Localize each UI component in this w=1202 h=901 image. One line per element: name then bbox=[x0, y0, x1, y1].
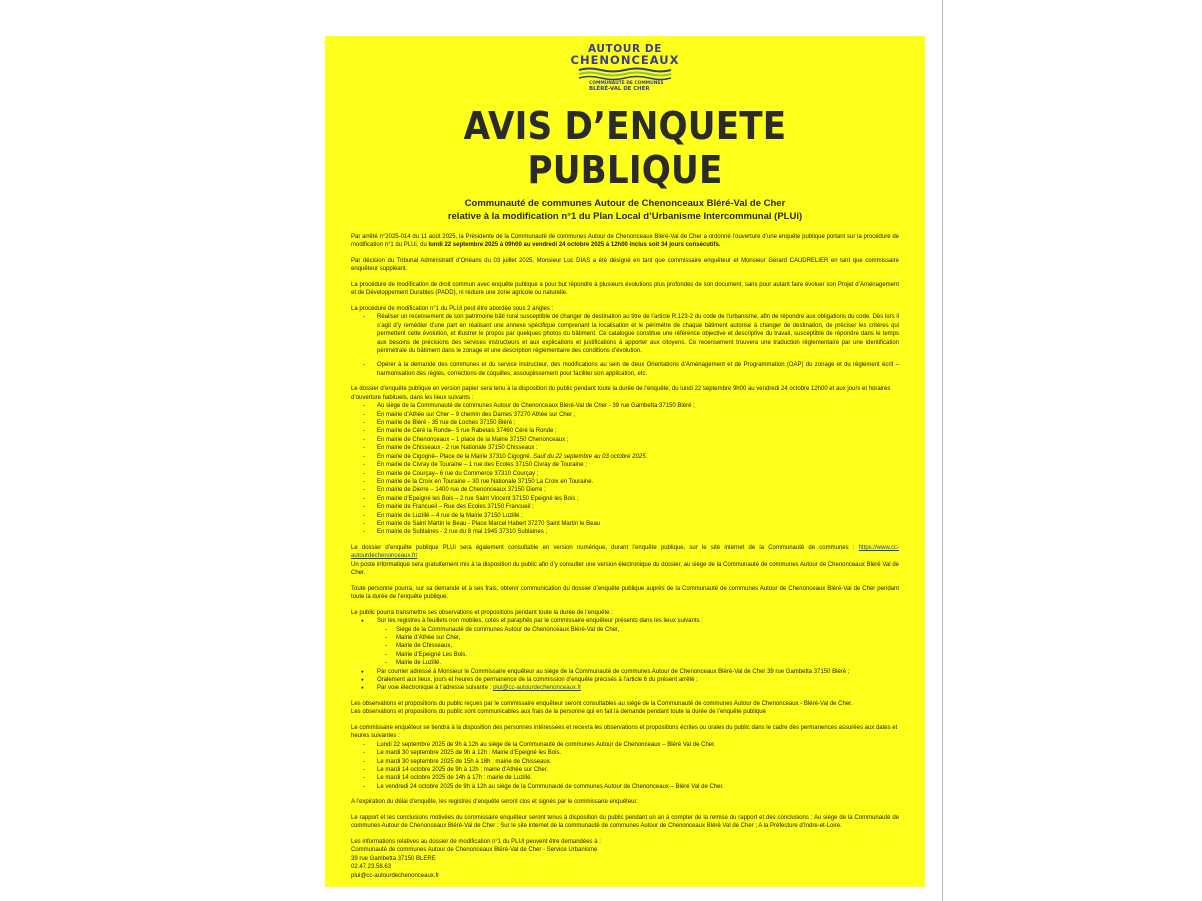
register-place-item: - Mairie d’Athée sur Cher, bbox=[351, 634, 899, 642]
logo-waves-icon bbox=[577, 67, 673, 81]
permanences-list bbox=[351, 741, 899, 791]
register-place-item: - Siège de la Communauté de communes Autour de Chenonceaux Bléré-Val de Cher, bbox=[351, 626, 899, 634]
permanence-item: - Lundi 22 septembre 2025 de 9h à 12h au siège de la Communauté de communes Autour de Chenonceaux – Bléré Val de Cher. bbox=[351, 741, 899, 749]
email-channel-text: Par voie électronique à l’adresse suivante : bbox=[377, 685, 494, 692]
location-item bbox=[351, 453, 899, 461]
location-item: - En mairie de Céré la Ronde– 5 rue Rabelais 37460 Céré la Ronde ; bbox=[351, 427, 899, 435]
arrete-text: Par arrêté n°2025-014 du 11 août 2025, la Présidente de la Communauté de communes Autour de Chenonceaux Bléré-Val de Cher a ordonné l’ouverture d’une enquête publique portant sur la procédure de modification n°1 du PLUi, du bbox=[351, 234, 899, 249]
angle-item: - Réaliser un recensement de son patrimoine bâti rural susceptible de changer de destination au titre de l’article R.123-2 du code de l’urbanisme, afin de répondre aux obligations du code. Dès lors il s’agit d’y remédier d’une part en réalisant une annexe spécifique comprenant la localisation et le périmètre de chaque bâtiment autorisé à changer de destination, de préciser les critères qui permettent cette évolution, et illustrer le propos par quelques photos du bâtiment. Ce catalogue constitue une référence objective et descriptive du travail, susceptible de répondre dans le temps aux besoins de précisions des services instructeurs et aux explications et justifications à apporter aux citoyens. Ce recensement trouvera une traduction réglementaire par une identification périmétrale du bâtiment dans le zonage et une description réglementaire des conditions d’évolution. bbox=[351, 313, 899, 355]
paragraph-arrete bbox=[351, 233, 899, 250]
page-edge-line bbox=[942, 0, 943, 901]
paragraph-expiration: A l’expiration du délai d’enquête, les registres d’enquête seront clos et signés par le commissaire enquêteur. bbox=[351, 799, 638, 806]
channel-item: ● Oralement aux lieux, jours et heures de permanence de la commission d’enquête précisés à l’article 6 du présent arrêté ; bbox=[351, 676, 899, 684]
location-item: - En mairie de la Croix en Touraine – 30 rue Nationale 37150 La Croix en Touraine. bbox=[351, 478, 899, 486]
location-cigogne: En mairie de Cigogné– Place de la Mairie 37310 Cigogné. bbox=[377, 453, 534, 460]
channel-item: ● Sur les registres à feuillets non mobiles, cotés et paraphés par le commissaire enquêteur présents dans les lieux suivants : bbox=[351, 617, 899, 625]
contact-email[interactable]: plui@cc-autourdechenonceaux.fr bbox=[351, 872, 440, 879]
paragraph-commissaire: Par décision du Tribunal Administratif d’Orléans du 03 juillet 2025, Monsieur Luc DIAS a été désigné en tant que commissaire enquêteur et Monsieur Gérard CAUDRELIER en tant que commissaire enquêteur suppléant. bbox=[351, 258, 899, 273]
notice-body bbox=[351, 233, 899, 880]
notice-subtitle bbox=[351, 198, 899, 223]
poste-informatique-text: Un poste informatique sera gratuitement mis à la disposition du public afin d’y consulter une version électronique du dossier, au siège de la Communauté de communes Autour de Chenonceaux Bléré Val de Cher. bbox=[351, 561, 899, 577]
notice-sheet bbox=[325, 36, 925, 887]
permanence-item: - Le vendredi 24 octobre 2025 de 9h à 12h au siège de la Communauté de communes Autour de Chenonceaux – Bléré Val de Cher. bbox=[351, 783, 899, 791]
website-link[interactable]: https://www.cc-autourdechenonceaux.fr/ bbox=[351, 544, 899, 560]
location-item: - En mairie de Saint Martin le Beau - Place Marcel Habert 37270 Saint Martin le Beau bbox=[351, 520, 899, 528]
observation-channels-list bbox=[351, 617, 899, 693]
notice-title: AVIS D’ENQUETE PUBLIQUE bbox=[463, 104, 787, 192]
email-link[interactable]: plui@cc-autourdechenonceaux.fr bbox=[493, 685, 582, 692]
paragraph-angles-intro: La procédure de modification n°1 du PLUi peut être abordée sous 2 angles : bbox=[351, 306, 554, 312]
location-item: - En mairie de Dierre – 1400 rue de Chenonceaux 37150 Dierre ; bbox=[351, 486, 899, 494]
paragraph-dossier-numerique bbox=[351, 544, 899, 578]
permanence-item: - Le mardi 30 septembre 2025 de 9h à 12h : Mairie d’Epeigné les Bois. bbox=[351, 749, 899, 757]
permanence-item: - Le mardi 14 octobre 2025 de 14h à 17h : mairie de Luzillé. bbox=[351, 774, 899, 782]
consultation-text-a: Les observations et propositions du public reçues par le commissaire enquêteur seront consultables au siège de la Communauté de communes Autour de Chenonceaux - Bléré-Val de Cher. bbox=[351, 701, 853, 707]
contact-phone: 02.47.23.58.63 bbox=[351, 864, 392, 871]
register-place-item: - Mairie de Chisseaux, bbox=[351, 642, 899, 650]
paragraph-procedure: La procédure de modification de droit commun avec enquête publique a pour but répondre à plusieurs évolutions plus profondes de son document, sans pour autant faire évoluer son Projet d’Aménagement et de Développement Durables (PADD), ni réduire une zone agricole ou naturelle. bbox=[351, 282, 899, 297]
contact-service: Communauté de communes Autour de Chenonceaux Bléré-Val de Cher - Service Urbanisme bbox=[351, 847, 598, 854]
logo-line-2: CHENONCEAUX bbox=[570, 53, 680, 67]
logo-sub-2: BLÉRÉ-VAL DE CHER bbox=[589, 86, 650, 92]
location-item: - En mairie d’Athée sur Cher – 9 chemin des Dames 37270 Athée sur Cher ; bbox=[351, 411, 899, 419]
location-item: - En mairie de Civray de Touraine – 1 rue des Ecoles 37150 Civray de Touraine ; bbox=[351, 461, 899, 469]
register-place-item: - Mairie de Luzillé. bbox=[351, 659, 899, 667]
channel-item: ● Par courrier adressé à Monsieur le Commissaire enquêteur au siège de la Communauté de communes Autour de Chenonceaux Bléré-Val de Cher 39 rue Gambetta 37150 Bléré ; bbox=[351, 668, 899, 676]
arrete-dates: lundi 22 septembre 2025 à 09h00 au vendredi 24 octobre 2025 à 12h00 inclus soit 34 jours consécutifs. bbox=[428, 242, 721, 249]
cigogne-note: Sauf du 22 septembre au 03 octobre 2025. bbox=[533, 453, 648, 460]
locations-list bbox=[351, 402, 899, 537]
permanence-item: - Le mardi 14 octobre 2025 de 9h à 12h : mairie d’Athée sur Cher. bbox=[351, 766, 899, 774]
paragraph-permanences-intro: Le commissaire enquêteur se tiendra à la disposition des personnes intéressées et recevra les observations et propositions écrites ou orales du public dans le cadre des permanences assurées aux dates et heures suivantes : bbox=[351, 725, 898, 740]
numerique-text: Le dossier d’enquête publique PLUi sera également consultable en version numérique, durant l’enquête publique, sur le site internet de la Communauté de communes : bbox=[351, 544, 859, 551]
channel-item bbox=[351, 684, 899, 692]
location-item: - En mairie de Chenonceaux – 1 place de la Mairie 37150 Chenonceaux ; bbox=[351, 436, 899, 444]
logo-sub-1: COMMUNAUTÉ DE COMMUNES bbox=[589, 81, 664, 86]
paragraph-rapport: Le rapport et les conclusions motivées du commissaire enquêteur seront tenus à disposition du public pendant un an à compter de la remise du rapport et des conclusions : Au siège de la Communauté de communes Autour de Chenonceaux Bléré-Val de Cher ; Sur le site internet de la communauté de communes Autour de Chenonceaux Bléré Val de Cher ; A la Préfecture d’Indre-et-Loire. bbox=[351, 815, 899, 830]
contact-address: 39 rue Gambetta 37150 BLERE bbox=[351, 855, 436, 862]
location-item: - En mairie de Luzillé – 4 rue de la Mairie 37150 Luzillé ; bbox=[351, 512, 899, 520]
logo-line-1: AUTOUR DE bbox=[588, 43, 662, 55]
subtitle-line-1: Communauté de communes Autour de Chenonceaux Bléré-Val de Cher bbox=[464, 198, 786, 209]
angles-list bbox=[351, 313, 899, 378]
location-item: - En mairie de Francueil – Rue des Ecoles 37150 Francueil ; bbox=[351, 503, 899, 511]
register-place-item: - Mairie d’Epeigné Les Bois. bbox=[351, 651, 899, 659]
paragraph-informations: Les informations relatives au dossier de modification n°1 du PLUI peuvent être demandées à : bbox=[351, 839, 601, 846]
location-item: - Au siège de la Communauté de communes Autour de Chenonceaux Bléré-Val de Cher - 39 rue Gambetta 37150 Bléré ; bbox=[351, 402, 899, 410]
location-item: - En mairie de Chisseaux - 2 rue Nationale 37150 Chisseaux ; bbox=[351, 444, 899, 452]
paragraph-consultation bbox=[351, 700, 899, 717]
location-item: - En mairie de Bléré - 35 rue de Loches 37150 Bléré ; bbox=[351, 419, 899, 427]
paragraph-dossier-papier: Le dossier d’enquête publique en version papier sera tenu à la disposition du public pendant toute la durée de l’enquête, du lundi 22 septembre 9h00 au vendredi 24 octobre 12h00 et aux jours et horaires d’ouverture habituels, dans les lieux suivants : bbox=[351, 386, 891, 401]
location-item: - En mairie de Courçay– 6 rue du Commerce 37310 Courçay ; bbox=[351, 470, 899, 478]
paragraph-observations-intro: Le public pourra transmettre ses observations et propositions pendant toute la durée de l’enquête : bbox=[351, 609, 613, 616]
permanence-item: - Le mardi 30 septembre 2025 de 15h à 18h : mairie de Chisseaux. bbox=[351, 758, 899, 766]
subtitle-line-2: relative à la modification n°1 du Plan Local d’Urbanisme Intercommunal (PLUi) bbox=[447, 210, 803, 222]
location-item: - En mairie de Sublaines - 2 rue du 8 mai 1945 37310 Sublaines ; bbox=[351, 528, 899, 536]
angle-item: - Opérer à la demande des communes et du service instructeur, des modifications au sein de deux Orientations d’Aménagement et de Programmation (OAP) du zonage et du règlement écrit – harmonisation des règles, corrections de coquilles, assouplissement pour faciliter son application, etc. bbox=[351, 361, 899, 378]
paragraph-communication: Toute personne pourra, sur sa demande et à ses frais, obtenir communication du dossier d’enquête publique auprès de la Communauté de communes Autour de Chenonceaux Bléré-Val de Cher pendant toute la durée de l’enquête publique. bbox=[351, 585, 899, 601]
consultation-text-b: Les observations et propositions du public sont communicables aux frais de la personne qui en fait la demande pendant toute la durée de l’enquête publique bbox=[351, 709, 766, 716]
cc-logo bbox=[555, 44, 695, 100]
location-item: - En mairie d’Epeigné les Bois – 2 rue Saint Vincent 37150 Epeigné les Bois ; bbox=[351, 495, 899, 503]
contact-block bbox=[351, 846, 899, 880]
